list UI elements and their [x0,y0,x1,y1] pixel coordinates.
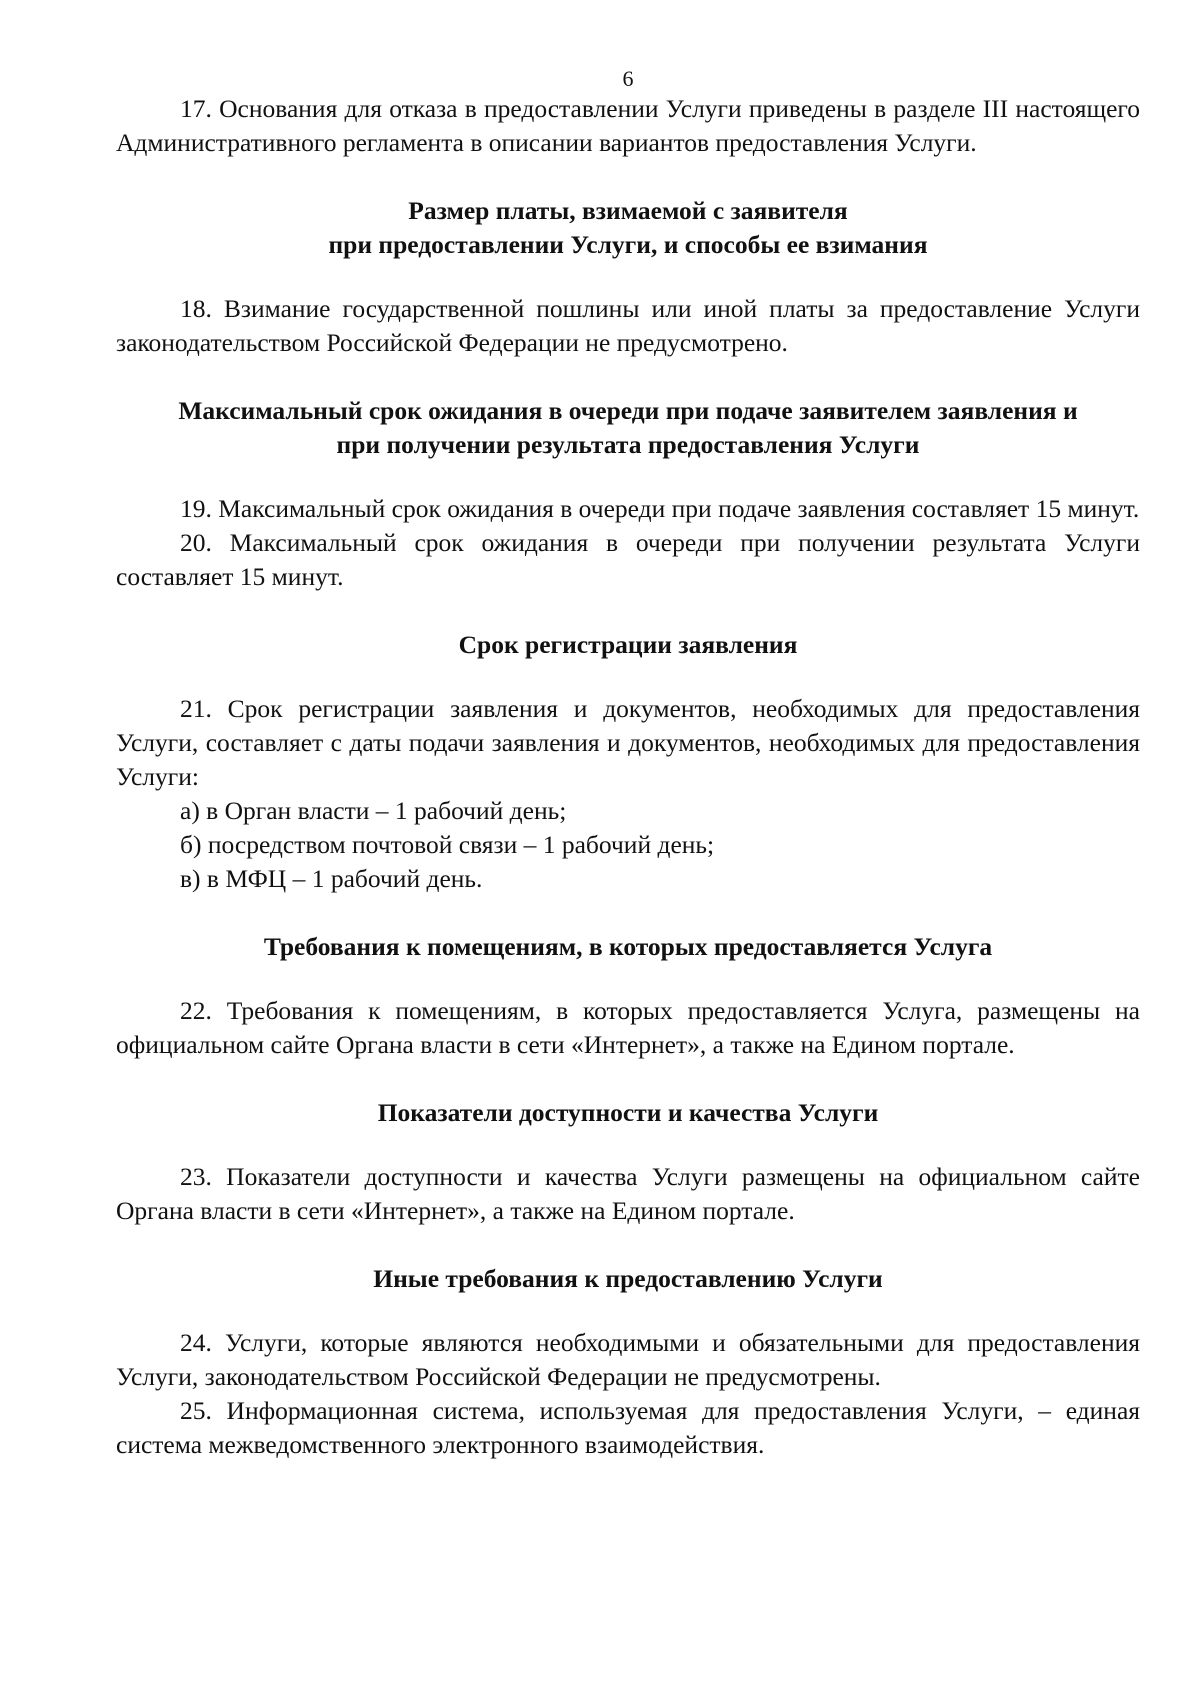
paragraph-20: 20. Максимальный срок ожидания в очереди при получении результата Услуги составляет 15 минут. [116,528,1140,591]
list-item-v: в) в МФЦ – 1 рабочий день. [180,864,483,893]
paragraph-23: 23. Показатели доступности и качества Услуги размещены на официальном сайте Органа власти в сети «Интернет», а также на Едином портале. [116,1162,1140,1225]
heading-other-requirements [116,1262,1140,1296]
heading-line: Иные требования к предоставлению Услуги [373,1264,883,1293]
heading-premises-requirements [116,930,1140,964]
heading-line: Показатели доступности и качества Услуги [377,1098,879,1127]
heading-fee [116,194,1140,262]
page-number: 6 [622,66,634,91]
paragraph-22: 22. Требования к помещениям, в которых предоставляется Услуга, размещены на официальном сайте Органа власти в сети «Интернет», а также на Едином портале. [116,996,1140,1059]
list-item-a: а) в Орган власти – 1 рабочий день; [180,796,567,825]
paragraph-19: 19. Максимальный срок ожидания в очереди при подаче заявления составляет 15 минут. [180,494,1140,523]
heading-accessibility-quality [116,1096,1140,1130]
heading-line: Максимальный срок ожидания в очереди при подаче заявителем заявления и [178,396,1078,425]
paragraph-21: 21. Срок регистрации заявления и документов, необходимых для предоставления Услуги, составляет с даты подачи заявления и документов, необходимых для предоставления Услуги: [116,694,1140,791]
paragraph-25: 25. Информационная система, используемая для предоставления Услуги, – единая система межведомственного электронного взаимодействия. [116,1396,1140,1459]
heading-line: Срок регистрации заявления [458,630,798,659]
heading-queue-time [116,394,1140,462]
heading-line: Требования к помещениям, в которых предоставляется Услуга [263,932,993,961]
heading-line: при предоставлении Услуги, и способы ее взимания [328,230,928,259]
heading-line: Размер платы, взимаемой с заявителя [408,196,848,225]
paragraph-24: 24. Услуги, которые являются необходимыми и обязательными для предоставления Услуги, законодательством Российской Федерации не предусмотрены. [116,1328,1140,1391]
heading-registration-term [116,628,1140,662]
paragraph-17: 17. Основания для отказа в предоставлении Услуги приведены в разделе III настоящего Административного регламента в описании вариантов предоставления Услуги. [116,94,1140,157]
heading-line: при получении результата предоставления Услуги [336,430,920,459]
paragraph-18: 18. Взимание государственной пошлины или иной платы за предоставление Услуги законодательством Российской Федерации не предусмотрено. [116,294,1140,357]
list-item-b: б) посредством почтовой связи – 1 рабочий день; [180,830,715,859]
document-page [116,66,1140,1462]
